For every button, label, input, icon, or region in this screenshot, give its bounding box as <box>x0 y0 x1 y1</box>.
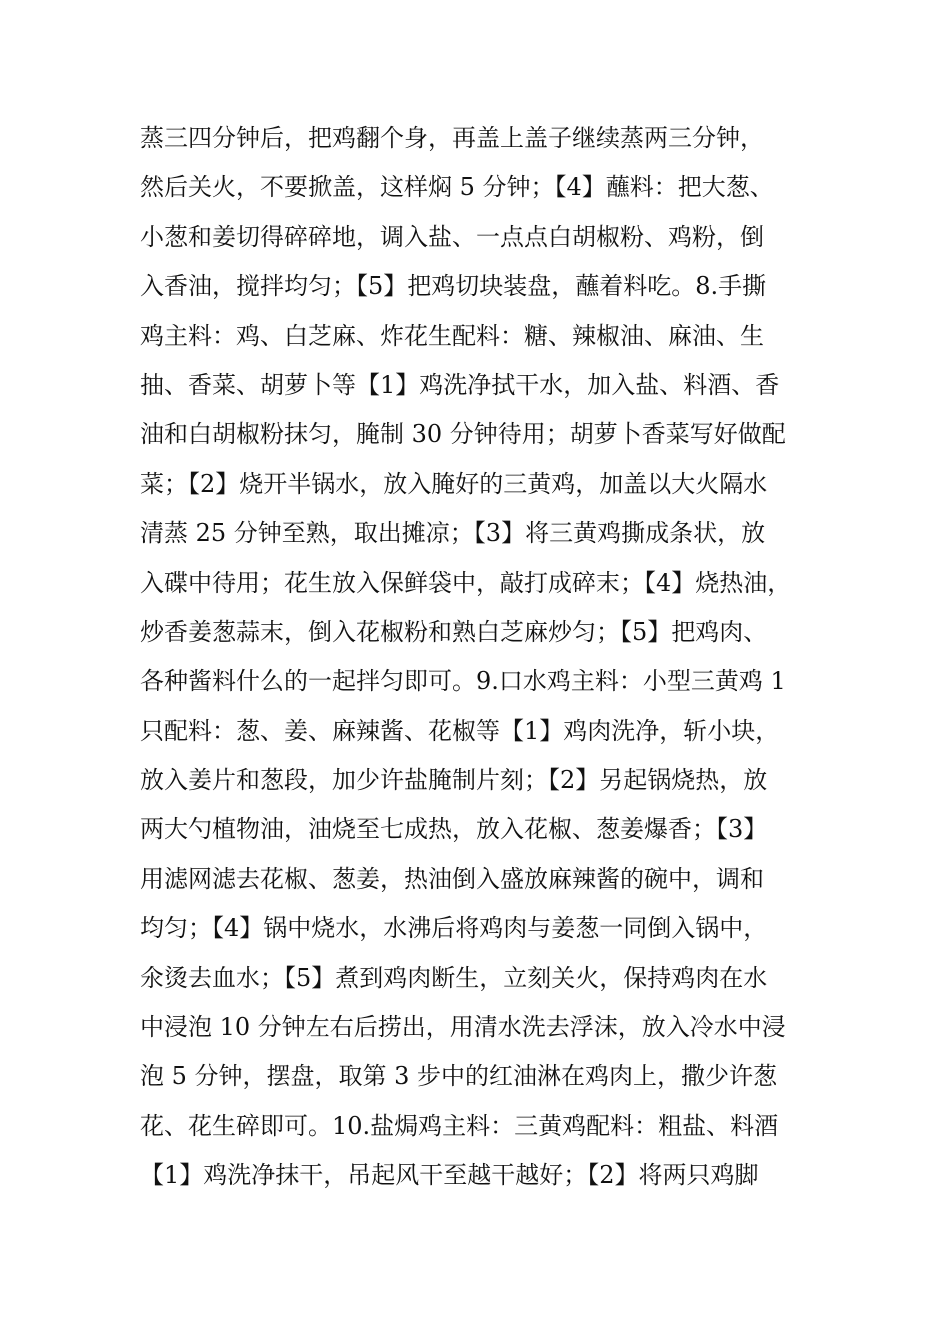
text-line: 均匀；【4】锅中烧水，水沸后将鸡肉与姜葱一同倒入锅中， <box>140 914 768 943</box>
text-line: 放入姜片和葱段，加少许盐腌制片刻；【2】另起锅烧热，放 <box>140 766 768 795</box>
text-line: 小葱和姜切得碎碎地，调入盐、一点点白胡椒粉、鸡粉，倒 <box>140 222 764 251</box>
text-line: 两大勺植物油，油烧至七成热，放入花椒、葱姜爆香；【3】 <box>140 815 768 844</box>
recipe-text-body <box>140 114 840 1201</box>
text-line: 清蒸 25 分钟至熟，取出摊凉；【3】将三黄鸡撕成条状，放 <box>140 519 766 548</box>
text-line: 菜；【2】烧开半锅水，放入腌好的三黄鸡，加盖以大火隔水 <box>140 469 768 498</box>
text-line: 用滤网滤去花椒、葱姜，热油倒入盛放麻辣酱的碗中，调和 <box>140 864 764 893</box>
text-line: 然后关火，不要掀盖，这样焖 5 分钟；【4】蘸料：把大葱、 <box>140 173 774 202</box>
text-line: 抽、香菜、胡萝卜等【1】鸡洗净拭干水，加入盐、料酒、香 <box>140 370 780 399</box>
text-line: 只配料：葱、姜、麻辣酱、花椒等【1】鸡肉洗净，斩小块， <box>140 716 780 745</box>
text-line: 中浸泡 10 分钟左右后捞出，用清水洗去浮沫，放入冷水中浸 <box>140 1013 786 1042</box>
text-line: 蒸三四分钟后，把鸡翻个身，再盖上盖子继续蒸两三分钟， <box>140 124 764 152</box>
text-line: 鸡主料：鸡、白芝麻、炸花生配料：糖、辣椒油、麻油、生 <box>140 321 764 350</box>
text-line: 入香油，搅拌均匀；【5】把鸡切块装盘，蘸着料吃。8.手撕 <box>140 272 767 301</box>
text-line: 油和白胡椒粉抹匀，腌制 30 分钟待用；胡萝卜香菜写好做配 <box>140 420 786 449</box>
text-line: 【1】鸡洗净抹干，吊起风干至越干越好；【2】将两只鸡脚 <box>140 1161 759 1190</box>
text-line: 氽烫去血水；【5】煮到鸡肉断生，立刻关火，保持鸡肉在水 <box>140 963 768 992</box>
text-line: 入碟中待用；花生放入保鲜袋中，敲打成碎末；【4】烧热油， <box>140 568 792 597</box>
text-line: 各种酱料什么的一起拌匀即可。9.口水鸡主料：小型三黄鸡 1 <box>140 667 786 696</box>
text-line: 炒香姜葱蒜末，倒入花椒粉和熟白芝麻炒匀；【5】把鸡肉、 <box>140 617 768 646</box>
text-line: 泡 5 分钟，摆盘，取第 3 步中的红油淋在鸡肉上，撒少许葱 <box>140 1062 778 1091</box>
text-line: 花、花生碎即可。10.盐焗鸡主料：三黄鸡配料：粗盐、料酒 <box>140 1111 779 1140</box>
